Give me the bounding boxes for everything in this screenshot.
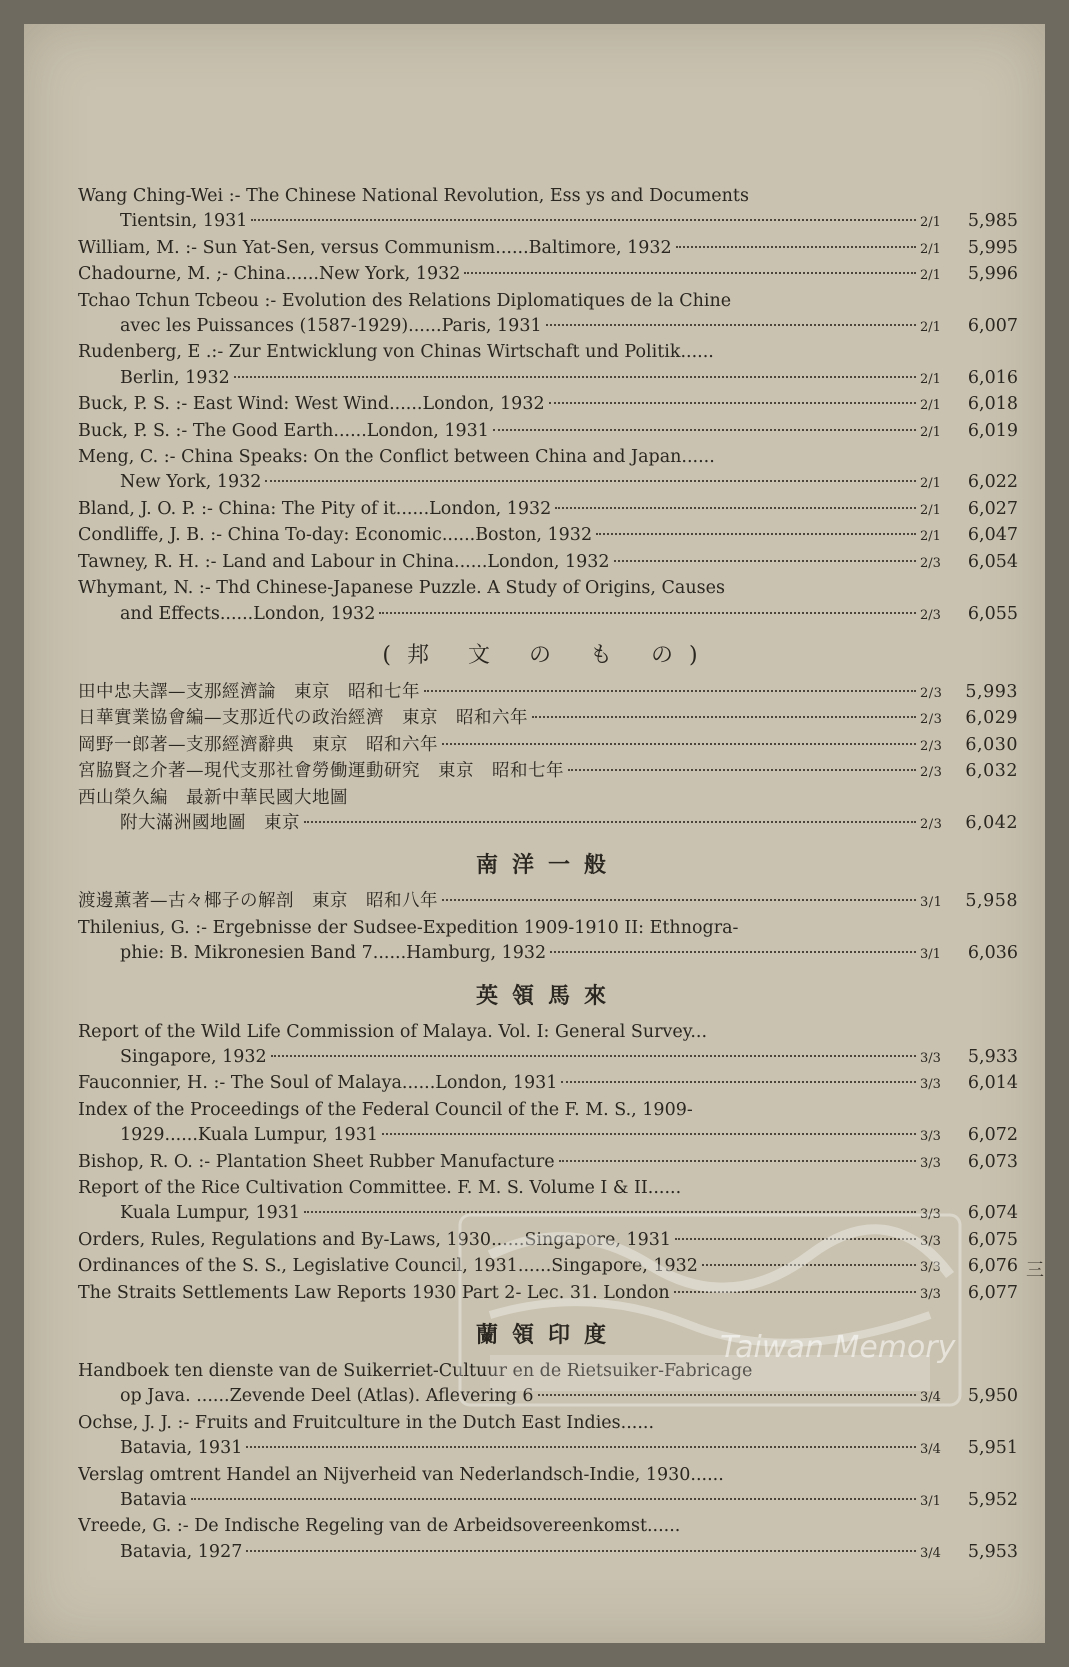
entry-line [78, 340, 1018, 365]
catalog-entry [78, 680, 1018, 706]
entry-line [78, 289, 1018, 314]
entry-text: Verslag omtrent Handel an Nijverheid van Nederlandsch-Indie, 1930...... [78, 1464, 724, 1485]
catalog-entry [78, 184, 1018, 236]
entry-line [78, 1020, 1018, 1045]
dot-leader [532, 716, 916, 718]
entry-text: 岡野一郎著—支那經濟辭典 東京 昭和六年 [78, 734, 438, 755]
entry-line [78, 392, 1018, 418]
entry-line [78, 445, 1018, 470]
catalog-entry [78, 1098, 1018, 1150]
dot-leader [550, 951, 916, 953]
volume-fraction: 3/3 [920, 1286, 941, 1302]
dot-leader [191, 1498, 916, 1500]
catalog-entry [78, 889, 1018, 915]
catalog-entry [78, 733, 1018, 759]
catalog-number: 6,014 [967, 1073, 1018, 1094]
entry-text: Fauconnier, H. :- The Soul of Malaya......London, 1931 [78, 1073, 558, 1094]
dot-leader [234, 376, 916, 378]
catalog-number: 5,996 [967, 264, 1018, 285]
dot-leader [549, 402, 916, 404]
catalog-number: 6,036 [967, 943, 1018, 964]
entry-text: Wang Ching-Wei :- The Chinese National Revolution, Ess ys and Documents [78, 186, 749, 206]
dot-leader [538, 1394, 916, 1396]
entry-text: Tientsin, 1931 [120, 211, 248, 232]
entry-text: Bishop, R. O. :- Plantation Sheet Rubber Manufacture [78, 1151, 555, 1172]
entry-line [78, 1123, 1018, 1149]
entry-text: 附大滿洲國地圖 東京 [120, 812, 300, 833]
entry-text: Rudenberg, E .:- Zur Entwicklung von Chinas Wirtschaft und Politik...... [78, 342, 714, 363]
entry-line [78, 1384, 1018, 1410]
catalog-entry [78, 1150, 1018, 1176]
catalog-number: 6,016 [967, 367, 1018, 388]
catalog-number: 5,993 [965, 681, 1018, 702]
volume-fraction: 3/1 [920, 1494, 941, 1510]
volume-fraction: 3/3 [920, 1155, 941, 1171]
watermark-text: Taiwan Memory [720, 1330, 956, 1365]
catalog-entry [78, 550, 1018, 576]
entry-line [78, 1514, 1018, 1539]
dot-leader [568, 769, 916, 771]
dot-leader [561, 1081, 916, 1083]
volume-fraction: 2/1 [920, 215, 941, 231]
section-heading: 南洋一般 [475, 852, 620, 879]
catalog-entry [78, 706, 1018, 732]
volume-fraction: 3/4 [920, 1442, 941, 1458]
catalog-entry [78, 523, 1018, 549]
entry-line [78, 733, 1018, 759]
entry-line [78, 314, 1018, 340]
entry-text: Kuala Lumpur, 1931 [120, 1203, 301, 1224]
entry-line [78, 786, 1018, 811]
catalog-entry [78, 1071, 1018, 1097]
catalog-entry [78, 1514, 1018, 1566]
entry-text: Report of the Rice Cultivation Committee. F. M. S. Volume I & II...... [78, 1178, 682, 1198]
entry-line [78, 1150, 1018, 1176]
dot-leader [271, 1055, 916, 1057]
catalog-number: 5,995 [967, 237, 1018, 258]
entry-line [78, 262, 1018, 288]
dot-leader [304, 1211, 916, 1213]
entry-text: 渡邊薰著—古々椰子の解剖 東京 昭和八年 [78, 891, 438, 912]
catalog-number: 5,950 [967, 1386, 1018, 1407]
entry-line [78, 889, 1018, 915]
catalog-entry [78, 1281, 1018, 1307]
catalog-entry [78, 497, 1018, 523]
section-heading: 英領馬來 [475, 982, 620, 1009]
entry-line [78, 1201, 1018, 1227]
catalog-entry [78, 236, 1018, 262]
volume-fraction: 2/1 [920, 320, 941, 336]
entry-line [78, 1281, 1018, 1307]
catalog-number: 6,029 [965, 708, 1018, 729]
entry-line [78, 209, 1018, 235]
dot-leader [246, 1446, 916, 1448]
dot-leader [596, 533, 916, 535]
entry-text: New York, 1932 [120, 472, 262, 493]
catalog-entry [78, 340, 1018, 392]
entry-text: Vreede, G. :- De Indische Regeling van de Arbeidsovereenkomst...... [78, 1516, 681, 1537]
catalog-entry [78, 1359, 1018, 1411]
volume-fraction: 3/3 [920, 1233, 941, 1249]
dot-leader [675, 1238, 916, 1240]
dot-leader [304, 821, 916, 823]
dot-leader [382, 1133, 916, 1135]
entry-line [78, 366, 1018, 392]
entry-text: Ordinances of the S. S., Legislative Council, 1931......Singapore, 1932 [78, 1256, 698, 1277]
entry-text: Whymant, N. :- Thd Chinese-Japanese Puzzle. A Study of Origins, Causes [78, 578, 725, 599]
volume-fraction: 2/3 [920, 738, 943, 754]
entry-text: phie: B. Mikronesien Band 7......Hamburg, 1932 [120, 943, 547, 964]
entry-text: Meng, C. :- China Speaks: On the Conflict between China and Japan...... [78, 447, 715, 468]
volume-fraction: 2/1 [920, 371, 941, 387]
volume-fraction: 3/3 [920, 1207, 941, 1223]
catalog-entry [78, 1228, 1018, 1254]
volume-fraction: 2/1 [920, 529, 941, 545]
entry-line [78, 680, 1018, 706]
entry-line [78, 1411, 1018, 1436]
volume-fraction: 2/1 [920, 424, 941, 440]
volume-fraction: 2/3 [920, 712, 943, 728]
dot-leader [246, 1550, 916, 1552]
volume-fraction: 3/1 [920, 947, 941, 963]
catalog-entry [78, 1411, 1018, 1463]
catalog-entry [78, 419, 1018, 445]
catalog-number: 6,055 [967, 603, 1018, 624]
dot-leader [674, 1291, 916, 1293]
entry-text: Index of the Proceedings of the Federal Council of the F. M. S., 1909- [78, 1099, 693, 1120]
entry-text: Bland, J. O. P. :- China: The Pity of it......London, 1932 [78, 498, 552, 519]
catalog-entry [78, 392, 1018, 418]
entry-text: Batavia, 1927 [120, 1541, 243, 1562]
dot-leader [424, 690, 916, 692]
volume-fraction: 2/3 [920, 555, 941, 571]
catalog-entry [78, 916, 1018, 968]
dot-leader [379, 612, 916, 614]
volume-fraction: 3/1 [920, 895, 943, 911]
volume-fraction: 2/1 [920, 476, 941, 492]
volume-fraction: 3/3 [920, 1129, 941, 1145]
catalog-entry [78, 759, 1018, 785]
volume-fraction: 2/1 [920, 502, 941, 518]
entry-text: Orders, Rules, Regulations and By-Laws, 1930......Singapore, 1931 [78, 1229, 672, 1250]
entry-line [78, 1254, 1018, 1280]
catalog-entry [78, 786, 1018, 838]
entry-line [78, 184, 1018, 209]
catalog-entry [78, 1176, 1018, 1228]
catalog-number: 6,072 [967, 1125, 1018, 1146]
dot-leader [442, 743, 916, 745]
catalog-number: 5,951 [967, 1438, 1018, 1459]
entry-text: 1929......Kuala Lumpur, 1931 [120, 1125, 378, 1146]
entry-line [78, 236, 1018, 262]
entry-line [78, 497, 1018, 523]
volume-fraction: 2/3 [920, 765, 943, 781]
section-heading: (邦 文 の も の) [382, 642, 714, 668]
entry-line [78, 811, 1018, 837]
dot-leader [614, 560, 916, 562]
catalog-number: 5,958 [965, 891, 1018, 912]
dot-leader [676, 246, 916, 248]
entry-line [78, 550, 1018, 576]
entry-line [78, 1540, 1018, 1566]
volume-fraction: 2/1 [920, 398, 941, 414]
entry-text: Thilenius, G. :- Ergebnisse der Sudsee-Expedition 1909-1910 II: Ethnogra- [78, 917, 739, 938]
catalog-number: 6,073 [967, 1151, 1018, 1172]
catalog-entry [78, 445, 1018, 497]
dot-leader [464, 272, 916, 274]
volume-fraction: 2/1 [920, 268, 941, 284]
entry-text: The Straits Settlements Law Reports 1930 Part 2- Lec. 31. London [78, 1282, 670, 1303]
dot-leader [493, 429, 916, 431]
entry-text: 西山榮久編 最新中華民國大地圖 [78, 787, 348, 808]
entry-line [78, 1045, 1018, 1071]
entry-line [78, 1436, 1018, 1462]
catalog-number: 6,027 [967, 498, 1018, 519]
volume-fraction: 3/3 [920, 1260, 941, 1276]
entry-text: Singapore, 1932 [120, 1046, 267, 1067]
document-page [24, 24, 1045, 1643]
entry-text: Buck, P. S. :- East Wind: West Wind......London, 1932 [78, 394, 545, 415]
entry-text: Ochse, J. J. :- Fruits and Fruitculture in the Dutch East Indies...... [78, 1412, 655, 1433]
entry-text: Condliffe, J. B. :- China To-day: Economic......Boston, 1932 [78, 525, 593, 546]
catalog-number: 6,018 [967, 394, 1018, 415]
catalog-entry [78, 262, 1018, 288]
entry-text: Tchao Tchun Tcbeou :- Evolution des Relations Diplomatiques de la Chine [78, 290, 732, 311]
catalog-number: 5,985 [967, 211, 1018, 232]
catalog-number: 6,077 [967, 1282, 1018, 1303]
entry-text: 宮脇賢之介著—現代支那社會勞働運動研究 東京 昭和七年 [78, 761, 564, 782]
volume-fraction: 3/4 [920, 1545, 941, 1561]
entry-line [78, 419, 1018, 445]
entry-text: 日華實業協會編—支那近代の政治經濟 東京 昭和六年 [78, 708, 528, 729]
catalog-number: 6,047 [967, 525, 1018, 546]
catalog-number: 6,042 [965, 812, 1018, 833]
volume-fraction: 2/3 [920, 816, 943, 832]
entry-line [78, 1463, 1018, 1488]
entry-line [78, 523, 1018, 549]
catalog-number: 5,933 [967, 1046, 1018, 1067]
entry-line [78, 1228, 1018, 1254]
entry-line [78, 470, 1018, 496]
section-heading: 蘭領印度 [475, 1322, 620, 1349]
entry-line [78, 576, 1018, 601]
dot-leader [555, 507, 916, 509]
entry-line [78, 1071, 1018, 1097]
entry-text: and Effects......London, 1932 [120, 603, 376, 624]
entry-line [78, 916, 1018, 941]
dot-leader [546, 324, 916, 326]
page-number-mark: 三 [1026, 1260, 1044, 1281]
volume-fraction: 3/3 [920, 1077, 941, 1093]
catalog-entry [78, 576, 1018, 628]
entry-text: op Java. ......Zevende Deel (Atlas). Aflevering 6 [120, 1386, 534, 1407]
catalog-entry [78, 1020, 1018, 1072]
entry-text: Batavia [120, 1490, 187, 1511]
catalog-entry [78, 1463, 1018, 1515]
volume-fraction: 3/3 [920, 1050, 941, 1066]
catalog-number: 6,030 [965, 734, 1018, 755]
dot-leader [265, 480, 916, 482]
catalog-number: 6,007 [967, 316, 1018, 337]
catalog-number: 5,953 [967, 1541, 1018, 1562]
catalog-number: 6,032 [965, 761, 1018, 782]
entry-text: Tawney, R. H. :- Land and Labour in China......London, 1932 [78, 551, 610, 572]
catalog-number: 6,054 [967, 551, 1018, 572]
entry-text: Handboek ten dienste van de Suikerriet-Cultuur en de Rietsuiker-Fabricage [78, 1361, 753, 1382]
entry-text: Buck, P. S. :- The Good Earth......London, 1931 [78, 420, 489, 441]
entry-line [78, 602, 1018, 628]
entry-line [78, 706, 1018, 732]
entry-text: William, M. :- Sun Yat-Sen, versus Communism......Baltimore, 1932 [78, 237, 672, 258]
entry-line [78, 1098, 1018, 1123]
volume-fraction: 2/3 [920, 607, 941, 623]
entry-line [78, 1176, 1018, 1201]
catalog-entry [78, 289, 1018, 341]
dot-leader [251, 219, 916, 221]
entry-text: avec les Puissances (1587-1929)......Paris, 1931 [120, 316, 542, 337]
entry-text: 田中忠夫譯—支那經濟論 東京 昭和七年 [78, 681, 420, 702]
catalog-number: 5,952 [967, 1490, 1018, 1511]
volume-fraction: 2/3 [920, 685, 943, 701]
dot-leader [702, 1264, 916, 1266]
entry-text: Berlin, 1932 [120, 367, 230, 388]
catalog-number: 6,075 [967, 1229, 1018, 1250]
catalog-number: 6,076 [967, 1256, 1018, 1277]
catalog-number: 6,019 [967, 420, 1018, 441]
volume-fraction: 2/1 [920, 241, 941, 257]
catalog-number: 6,022 [967, 472, 1018, 493]
entry-line [78, 759, 1018, 785]
volume-fraction: 3/4 [920, 1390, 941, 1406]
entry-text: Batavia, 1931 [120, 1438, 243, 1459]
catalog-number: 6,074 [967, 1203, 1018, 1224]
entry-text: Chadourne, M. ;- China......New York, 1932 [78, 264, 461, 285]
dot-leader [559, 1160, 916, 1162]
entry-line [78, 1488, 1018, 1514]
entry-line [78, 941, 1018, 967]
dot-leader [442, 899, 916, 901]
catalog-entry [78, 1254, 1018, 1280]
entry-text: Report of the Wild Life Commission of Malaya. Vol. I: General Survey... [78, 1021, 708, 1042]
